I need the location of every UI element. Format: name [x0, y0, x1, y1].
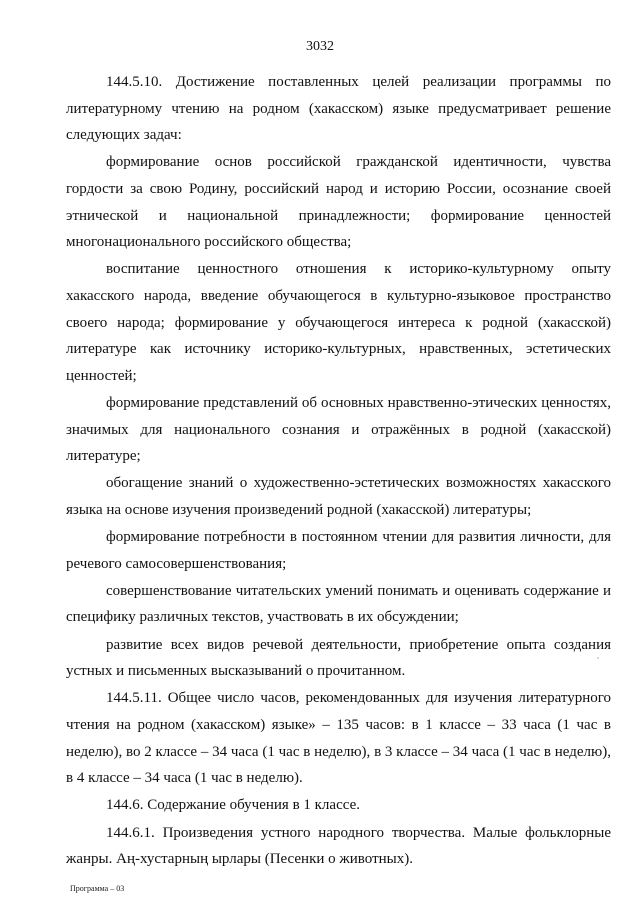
paragraph-task-aesthetics: обогащение знаний о художественно-эстетических возможностях хакасского языка на основе изучения произведений родной (хакасской) литературы;	[66, 475, 611, 518]
paragraph-task-skills: совершенствование читательских умений понимать и оценивать содержание и специфику различных текстов, участвовать в их обсуждении;	[66, 582, 611, 626]
page-footer: Программа – 03	[70, 884, 125, 893]
paragraph-task-reading: формирование потребности в постоянном чтении для развития личности, для речевого самосовершенствования;	[66, 529, 611, 572]
paragraph-folklore: 144.6.1. Произведения устного народного творчества. Малые фольклорные жанры. Аң-хустарның ырлары (Песенки о животных).	[66, 824, 611, 868]
scan-speck	[597, 657, 599, 659]
paragraph-section-heading: 144.6. Содержание обучения в 1 классе.	[106, 797, 360, 814]
paragraph-task-ethics: формирование представлений об основных нравственно-этических ценностях, значимых для национального сознания и отражённых в родной (хакасской) литературе;	[66, 394, 611, 465]
page-number: 3032	[306, 39, 334, 54]
paragraph-hours: 144.5.11. Общее число часов, рекомендованных для изучения литературного чтения на родном (хакасском) языке» – 135 часов: в 1 классе – 33 часа (1 час в неделю), во 2 классе – 34 часа (1 час в неделю), в 3 классе – 34 часа (1 час в неделю), в 4 классе – 34 часа (1 час в неделю).	[66, 690, 611, 787]
paragraph-task-speech: развитие всех видов речевой деятельности, приобретение опыта создания устных и письменных высказываний о прочитанном.	[66, 636, 611, 680]
paragraph-task-values: воспитание ценностного отношения к историко-культурному опыту хакасского народа, введение обучающегося в культурно-языковое пространство своего народа; формирование у обучающегося интереса к родной (хакасской) литературе как источнику историко-культурных, нравственных, эстетических ценностей;	[66, 261, 611, 384]
document-body	[66, 69, 611, 873]
paragraph-goals-intro: 144.5.10. Достижение поставленных целей реализации программы по литературному чтению на родном (хакасском) языке предусматривает решение следующих задач:	[66, 74, 611, 144]
paragraph-task-identity: формирование основ российской гражданской идентичности, чувства гордости за свою Родину, российский народ и историю России, осознание своей этнической и национальной принадлежности; формирование ценностей многонационального российского общества;	[66, 154, 611, 251]
